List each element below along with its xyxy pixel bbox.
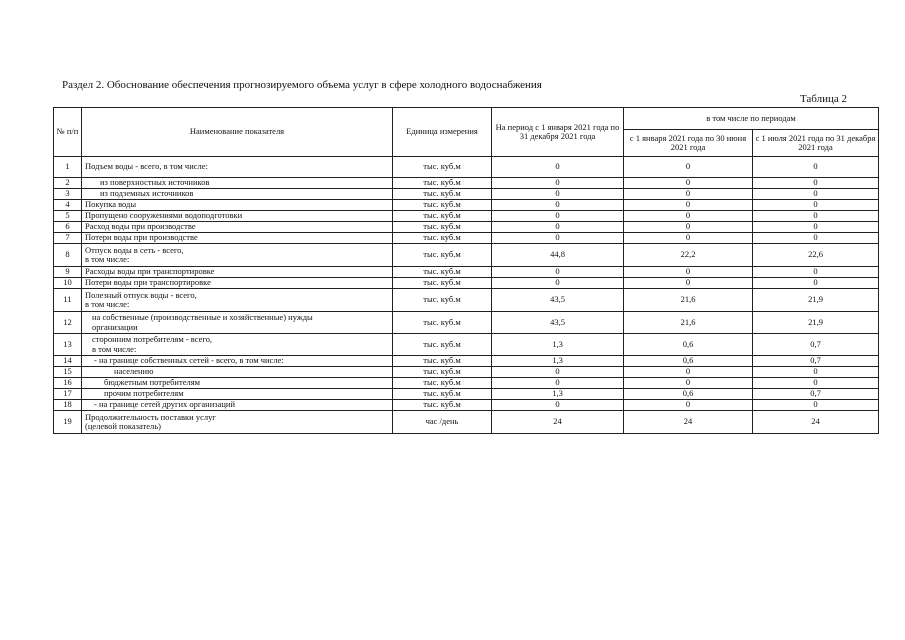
first-half-value: 0 <box>624 157 753 178</box>
indicator-name <box>82 178 393 189</box>
total-value: 43,5 <box>492 289 624 312</box>
second-half-value: 0 <box>753 278 879 289</box>
indicator-name <box>82 278 393 289</box>
indicator-name <box>82 233 393 244</box>
second-half-value: 24 <box>753 411 879 434</box>
indicator-name-line: в том числе: <box>92 343 137 354</box>
total-value: 1,3 <box>492 389 624 400</box>
header-second-half: с 1 июля 2021 года по 31 декабря 2021 года <box>753 130 879 157</box>
unit-cell: тыс. куб.м <box>393 289 492 312</box>
row-number: 16 <box>54 378 82 389</box>
header-subperiods: в том числе по периодам <box>624 108 879 130</box>
first-half-value: 0 <box>624 278 753 289</box>
table-row <box>54 278 879 289</box>
unit-cell: тыс. куб.м <box>393 233 492 244</box>
indicator-name-line: (целевой показатель) <box>85 421 161 431</box>
indicator-name-line: на собственные (производственные и хозяйственные) нужды <box>92 312 313 322</box>
total-value: 0 <box>492 278 624 289</box>
second-half-value: 21,9 <box>753 289 879 312</box>
first-half-value: 0,6 <box>624 356 753 367</box>
indicator-name-line: Отпуск воды в сеть - всего, <box>85 244 184 255</box>
first-half-value: 21,6 <box>624 312 753 334</box>
table-row <box>54 157 879 178</box>
second-half-value: 0,7 <box>753 356 879 367</box>
indicator-name <box>82 312 393 334</box>
total-value: 0 <box>492 367 624 378</box>
unit-cell: тыс. куб.м <box>393 200 492 211</box>
second-half-value: 0 <box>753 178 879 189</box>
table-row <box>54 367 879 378</box>
unit-cell: тыс. куб.м <box>393 244 492 267</box>
second-half-value: 0 <box>753 233 879 244</box>
indicator-name <box>82 400 393 411</box>
first-half-value: 0 <box>624 367 753 378</box>
unit-cell: тыс. куб.м <box>393 222 492 233</box>
header-unit: Единица измерения <box>393 108 492 157</box>
total-value: 0 <box>492 222 624 233</box>
first-half-value: 0,6 <box>624 334 753 356</box>
indicator-name-line: в том числе: <box>85 299 130 309</box>
first-half-value: 24 <box>624 411 753 434</box>
indicator-name <box>82 267 393 278</box>
row-number: 13 <box>54 334 82 356</box>
table-row <box>54 200 879 211</box>
unit-cell: тыс. куб.м <box>393 189 492 200</box>
indicator-name <box>82 356 393 367</box>
first-half-value: 22,2 <box>624 244 753 267</box>
indicator-name <box>82 389 393 400</box>
first-half-value: 0,6 <box>624 389 753 400</box>
indicator-name <box>82 211 393 222</box>
row-number: 9 <box>54 267 82 278</box>
section-title: Раздел 2. Обоснование обеспечения прогнозируемого объема услуг в сфере холодного водоснабжения <box>62 79 542 91</box>
total-value: 43,5 <box>492 312 624 334</box>
second-half-value: 0 <box>753 189 879 200</box>
second-half-value: 0,7 <box>753 389 879 400</box>
second-half-value: 0 <box>753 222 879 233</box>
total-value: 0 <box>492 189 624 200</box>
table-body <box>54 157 879 434</box>
first-half-value: 0 <box>624 400 753 411</box>
indicator-name <box>82 189 393 200</box>
second-half-value: 0 <box>753 211 879 222</box>
unit-cell: тыс. куб.м <box>393 178 492 189</box>
first-half-value: 21,6 <box>624 289 753 312</box>
indicator-name-line: населению <box>114 366 154 377</box>
table-row <box>54 267 879 278</box>
unit-cell: тыс. куб.м <box>393 356 492 367</box>
total-value: 0 <box>492 200 624 211</box>
unit-cell: тыс. куб.м <box>393 157 492 178</box>
unit-cell: тыс. куб.м <box>393 400 492 411</box>
row-number: 17 <box>54 389 82 400</box>
second-half-value: 0 <box>753 200 879 211</box>
table-row <box>54 244 879 267</box>
indicator-name-line: прочим потребителям <box>104 388 184 399</box>
total-value: 0 <box>492 211 624 222</box>
row-number: 2 <box>54 178 82 189</box>
indicator-name-line: Пропущено сооружениями водоподготовки <box>85 210 243 221</box>
row-number: 4 <box>54 200 82 211</box>
second-half-value: 0 <box>753 367 879 378</box>
unit-cell: тыс. куб.м <box>393 378 492 389</box>
indicator-name-line: Потери воды при производстве <box>85 232 198 243</box>
indicator-name-line: сторонним потребителям - всего, <box>92 334 213 344</box>
first-half-value: 0 <box>624 233 753 244</box>
unit-cell: тыс. куб.м <box>393 312 492 334</box>
row-number: 12 <box>54 312 82 334</box>
table-row <box>54 356 879 367</box>
indicator-name <box>82 200 393 211</box>
table-label: Таблица 2 <box>799 93 847 105</box>
row-number: 1 <box>54 157 82 178</box>
row-number: 15 <box>54 367 82 378</box>
first-half-value: 0 <box>624 211 753 222</box>
indicator-name-line: организации <box>92 321 138 332</box>
indicator-name-line: Потери воды при транспортировке <box>85 277 211 288</box>
unit-cell: тыс. куб.м <box>393 278 492 289</box>
first-half-value: 0 <box>624 267 753 278</box>
indicator-name <box>82 378 393 389</box>
table-row <box>54 411 879 434</box>
indicator-name-line: Продолжительность поставки услуг <box>85 411 216 422</box>
indicator-name-line: - на границе собственных сетей - всего, в том числе: <box>94 355 284 366</box>
indicator-name <box>82 244 393 267</box>
header-period: На период с 1 января 2021 года по 31 декабря 2021 года <box>492 108 624 157</box>
table-row <box>54 378 879 389</box>
total-value: 0 <box>492 378 624 389</box>
indicators-table <box>53 107 879 434</box>
second-half-value: 0 <box>753 267 879 278</box>
second-half-value: 22,6 <box>753 244 879 267</box>
row-number: 3 <box>54 189 82 200</box>
unit-cell: тыс. куб.м <box>393 334 492 356</box>
table-row <box>54 211 879 222</box>
indicator-name-line: Расходы воды при транспортировке <box>85 266 215 277</box>
indicator-name <box>82 367 393 378</box>
total-value: 24 <box>492 411 624 434</box>
row-number: 6 <box>54 222 82 233</box>
total-value: 44,8 <box>492 244 624 267</box>
unit-cell: тыс. куб.м <box>393 367 492 378</box>
indicator-name-line: бюджетным потребителям <box>104 377 200 388</box>
first-half-value: 0 <box>624 200 753 211</box>
second-half-value: 21,9 <box>753 312 879 334</box>
total-value: 0 <box>492 267 624 278</box>
table-row <box>54 233 879 244</box>
indicator-name <box>82 222 393 233</box>
indicator-name-line: Подъем воды - всего, в том числе: <box>85 161 208 172</box>
unit-cell: час /день <box>393 411 492 434</box>
total-value: 1,3 <box>492 356 624 367</box>
row-number: 8 <box>54 244 82 267</box>
unit-cell: тыс. куб.м <box>393 267 492 278</box>
table-row <box>54 178 879 189</box>
total-value: 0 <box>492 157 624 178</box>
first-half-value: 0 <box>624 189 753 200</box>
indicator-name-line: из подземных источников <box>100 188 194 199</box>
second-half-value: 0 <box>753 378 879 389</box>
table-row <box>54 312 879 334</box>
row-number: 11 <box>54 289 82 312</box>
table-row <box>54 400 879 411</box>
first-half-value: 0 <box>624 178 753 189</box>
table-row <box>54 222 879 233</box>
first-half-value: 0 <box>624 378 753 389</box>
indicator-name-line: Полезный отпуск воды - всего, <box>85 289 197 300</box>
total-value: 0 <box>492 400 624 411</box>
row-number: 18 <box>54 400 82 411</box>
second-half-value: 0 <box>753 400 879 411</box>
second-half-value: 0 <box>753 157 879 178</box>
indicator-name-line: в том числе: <box>85 254 130 264</box>
header-first-half: с 1 января 2021 года по 30 июня 2021 года <box>624 130 753 157</box>
row-number: 19 <box>54 411 82 434</box>
table-row <box>54 389 879 400</box>
indicator-name <box>82 157 393 178</box>
first-half-value: 0 <box>624 222 753 233</box>
total-value: 0 <box>492 233 624 244</box>
indicator-name-line: из поверхностных источников <box>100 177 210 188</box>
indicator-name <box>82 334 393 356</box>
row-number: 7 <box>54 233 82 244</box>
table-row <box>54 289 879 312</box>
header-name: Наименование показателя <box>82 108 393 157</box>
row-number: 5 <box>54 211 82 222</box>
table-row <box>54 334 879 356</box>
indicator-name-line: Покупка воды <box>85 199 137 210</box>
indicator-name <box>82 289 393 312</box>
total-value: 1,3 <box>492 334 624 356</box>
header-num: № п/п <box>54 108 82 157</box>
row-number: 10 <box>54 278 82 289</box>
unit-cell: тыс. куб.м <box>393 211 492 222</box>
indicator-name-line: Расход воды при производстве <box>85 221 196 232</box>
second-half-value: 0,7 <box>753 334 879 356</box>
row-number: 14 <box>54 356 82 367</box>
total-value: 0 <box>492 178 624 189</box>
indicator-name-line: - на границе сетей других организаций <box>94 399 236 410</box>
unit-cell: тыс. куб.м <box>393 389 492 400</box>
table-row <box>54 189 879 200</box>
indicator-name <box>82 411 393 434</box>
